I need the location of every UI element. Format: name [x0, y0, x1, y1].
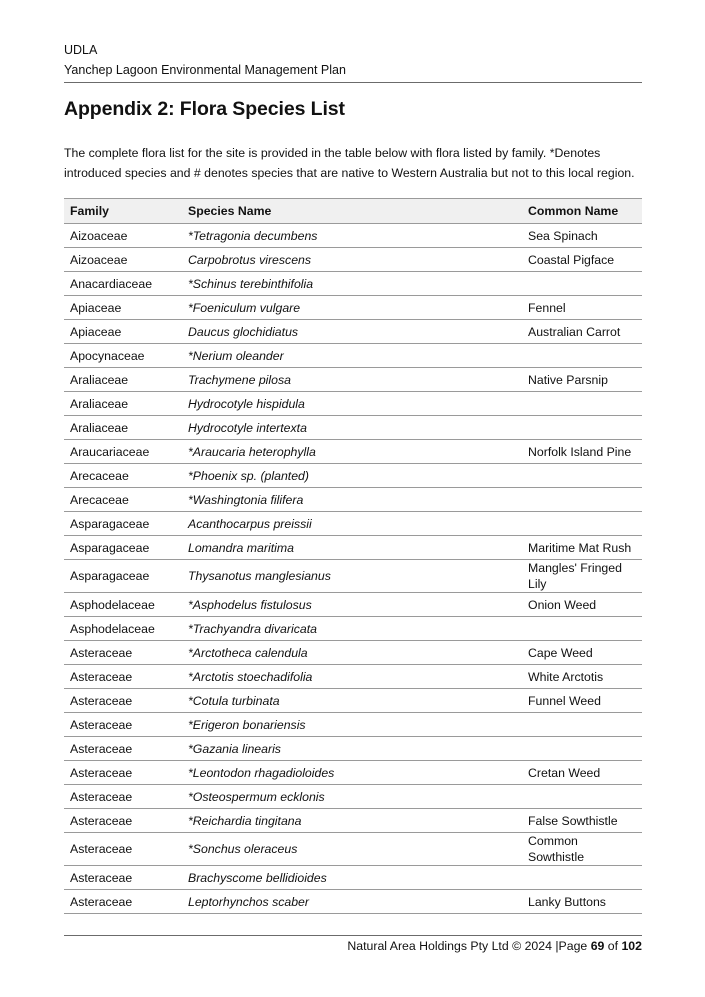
species-cell: *Osteospermum ecklonis: [182, 785, 522, 809]
species-cell: *Araucaria heterophylla: [182, 440, 522, 464]
table-row: [64, 248, 642, 272]
table-row: [64, 641, 642, 665]
family-cell: Asparagaceae: [64, 560, 182, 593]
table-row: [64, 512, 642, 536]
common-name-cell: Maritime Mat Rush: [522, 536, 642, 560]
common-name-cell: Onion Weed: [522, 593, 642, 617]
family-cell: Asparagaceae: [64, 512, 182, 536]
table-row: [64, 665, 642, 689]
species-cell: *Sonchus oleraceus: [182, 833, 522, 866]
table-row: [64, 809, 642, 833]
family-cell: Asteraceae: [64, 809, 182, 833]
family-cell: Arecaceae: [64, 488, 182, 512]
table-row: [64, 416, 642, 440]
family-cell: Asteraceae: [64, 890, 182, 914]
family-cell: Apiaceae: [64, 320, 182, 344]
species-cell: *Erigeron bonariensis: [182, 713, 522, 737]
family-cell: Araliaceae: [64, 392, 182, 416]
family-cell: Aizoaceae: [64, 248, 182, 272]
table-row: [64, 761, 642, 785]
table-row: [64, 464, 642, 488]
intro-paragraph: The complete flora list for the site is provided in the table below with flora listed by family. *Denotes introduced species and # denotes species that are native to Western Australia but not to this local region.: [64, 146, 635, 180]
common-name-cell: [522, 785, 642, 809]
table-row: [64, 368, 642, 392]
family-cell: Arecaceae: [64, 464, 182, 488]
table-row: [64, 488, 642, 512]
table-row: [64, 617, 642, 641]
family-cell: Anacardiaceae: [64, 272, 182, 296]
species-cell: Carpobrotus virescens: [182, 248, 522, 272]
family-cell: Asteraceae: [64, 833, 182, 866]
species-cell: *Asphodelus fistulosus: [182, 593, 522, 617]
header-org: UDLA: [64, 43, 98, 57]
family-cell: Aizoaceae: [64, 224, 182, 248]
common-name-cell: [522, 617, 642, 641]
family-cell: Apocynaceae: [64, 344, 182, 368]
species-cell: *Tetragonia decumbens: [182, 224, 522, 248]
common-name-cell: Mangles' Fringed Lily: [522, 560, 642, 593]
common-name-cell: [522, 866, 642, 890]
family-cell: Asphodelaceae: [64, 617, 182, 641]
footer-page-of: of: [604, 939, 622, 953]
common-name-cell: [522, 272, 642, 296]
common-name-cell: [522, 464, 642, 488]
family-cell: Asteraceae: [64, 761, 182, 785]
table-row: [64, 440, 642, 464]
species-cell: Daucus glochidiatus: [182, 320, 522, 344]
species-cell: *Reichardia tingitana: [182, 809, 522, 833]
species-cell: *Foeniculum vulgare: [182, 296, 522, 320]
flora-species-table: [64, 198, 642, 914]
column-header-species: Species Name: [182, 199, 522, 224]
table-row: [64, 689, 642, 713]
family-cell: Asteraceae: [64, 713, 182, 737]
header-doc-title: Yanchep Lagoon Environmental Management Plan: [64, 63, 346, 77]
family-cell: Asparagaceae: [64, 536, 182, 560]
footer-page-total: 102: [621, 939, 642, 953]
species-cell: *Gazania linearis: [182, 737, 522, 761]
common-name-cell: [522, 512, 642, 536]
species-cell: *Nerium oleander: [182, 344, 522, 368]
table-row: [64, 560, 642, 593]
footer-page-current: 69: [590, 939, 605, 953]
family-cell: Apiaceae: [64, 296, 182, 320]
footer-page-prefix: |Page: [551, 939, 591, 953]
common-name-cell: Funnel Weed: [522, 689, 642, 713]
family-cell: Asteraceae: [64, 866, 182, 890]
family-cell: Araliaceae: [64, 368, 182, 392]
table-row: [64, 713, 642, 737]
species-cell: Thysanotus manglesianus: [182, 560, 522, 593]
common-name-cell: False Sowthistle: [522, 809, 642, 833]
species-cell: Acanthocarpus preissii: [182, 512, 522, 536]
column-header-common: Common Name: [522, 199, 642, 224]
family-cell: Araucariaceae: [64, 440, 182, 464]
family-cell: Araliaceae: [64, 416, 182, 440]
family-cell: Asteraceae: [64, 641, 182, 665]
table-row: [64, 737, 642, 761]
table-header-row: [64, 199, 642, 224]
common-name-cell: Australian Carrot: [522, 320, 642, 344]
common-name-cell: Fennel: [522, 296, 642, 320]
table-row: [64, 593, 642, 617]
family-cell: Asteraceae: [64, 689, 182, 713]
species-cell: *Arctotis stoechadifolia: [182, 665, 522, 689]
running-header: [64, 40, 642, 83]
common-name-cell: Cretan Weed: [522, 761, 642, 785]
common-name-cell: Sea Spinach: [522, 224, 642, 248]
species-cell: Trachymene pilosa: [182, 368, 522, 392]
common-name-cell: White Arctotis: [522, 665, 642, 689]
common-name-cell: Lanky Buttons: [522, 890, 642, 914]
table-row: [64, 536, 642, 560]
table-row: [64, 224, 642, 248]
species-cell: *Arctotheca calendula: [182, 641, 522, 665]
common-name-cell: Norfolk Island Pine: [522, 440, 642, 464]
common-name-cell: Coastal Pigface: [522, 248, 642, 272]
table-row: [64, 296, 642, 320]
species-cell: Leptorhynchos scaber: [182, 890, 522, 914]
family-cell: Asteraceae: [64, 785, 182, 809]
species-cell: Lomandra maritima: [182, 536, 522, 560]
footer-divider: [64, 935, 642, 936]
table-body: [64, 224, 642, 914]
common-name-cell: Cape Weed: [522, 641, 642, 665]
species-cell: *Trachyandra divaricata: [182, 617, 522, 641]
species-cell: Hydrocotyle intertexta: [182, 416, 522, 440]
page-footer: [347, 937, 642, 955]
common-name-cell: [522, 392, 642, 416]
family-cell: Asphodelaceae: [64, 593, 182, 617]
table-row: [64, 890, 642, 914]
table-row: [64, 344, 642, 368]
table-row: [64, 833, 642, 866]
species-cell: Brachyscome bellidioides: [182, 866, 522, 890]
family-cell: Asteraceae: [64, 665, 182, 689]
table-row: [64, 866, 642, 890]
table-row: [64, 272, 642, 296]
common-name-cell: Common Sowthistle: [522, 833, 642, 866]
species-cell: *Cotula turbinata: [182, 689, 522, 713]
table-row: [64, 320, 642, 344]
column-header-family: Family: [64, 199, 182, 224]
common-name-cell: [522, 416, 642, 440]
footer-company: Natural Area Holdings Pty Ltd © 2024: [347, 939, 552, 953]
common-name-cell: [522, 488, 642, 512]
common-name-cell: Native Parsnip: [522, 368, 642, 392]
common-name-cell: [522, 737, 642, 761]
page-title: Appendix 2: Flora Species List: [64, 98, 345, 120]
table-row: [64, 392, 642, 416]
species-cell: *Phoenix sp. (planted): [182, 464, 522, 488]
family-cell: Asteraceae: [64, 737, 182, 761]
species-cell: *Washingtonia filifera: [182, 488, 522, 512]
table-row: [64, 785, 642, 809]
common-name-cell: [522, 713, 642, 737]
common-name-cell: [522, 344, 642, 368]
species-cell: *Leontodon rhagadioloides: [182, 761, 522, 785]
species-cell: *Schinus terebinthifolia: [182, 272, 522, 296]
species-cell: Hydrocotyle hispidula: [182, 392, 522, 416]
